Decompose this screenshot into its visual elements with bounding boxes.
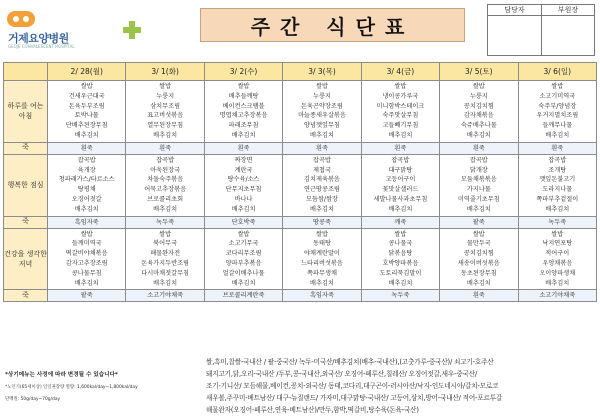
porridge-cell: 흑임자죽 bbox=[48, 216, 126, 228]
menu-item: 조개탕 bbox=[548, 166, 567, 174]
menu-cell bbox=[204, 154, 282, 216]
menu-item: 배추김치 bbox=[545, 131, 570, 139]
porridge-cell: 팥죽 bbox=[48, 290, 126, 302]
day-header: 3/ 2(수) bbox=[204, 63, 282, 81]
menu-item: 도토리묵김말이 bbox=[379, 269, 422, 277]
hospital-subtitle: GEOJE CONVALESCENT HOSPITAL bbox=[8, 44, 75, 49]
porridge-cell: 흑임자죽 bbox=[283, 290, 361, 302]
menu-item: 배추김치 bbox=[153, 205, 178, 213]
menu-item: 들깨무나물 bbox=[542, 122, 573, 130]
porridge-cell: 흰죽 bbox=[440, 290, 518, 302]
weekly-menu-table bbox=[3, 62, 597, 302]
menu-item: 감자고추장조림 bbox=[65, 259, 108, 267]
menu-item: 마늘종새우살볶음 bbox=[298, 112, 346, 120]
menu-item: 닭개장 bbox=[469, 166, 488, 174]
porridge-label: 죽 bbox=[4, 216, 48, 228]
menu-item: 북어무국 bbox=[153, 240, 178, 248]
menu-item: 꽁치김치찜 bbox=[463, 250, 494, 258]
menu-item: 바나나 bbox=[234, 195, 253, 203]
menu-item: 배추김치 bbox=[466, 205, 491, 213]
logo-mark-icon bbox=[6, 8, 36, 30]
menu-item: 물만두국 bbox=[466, 240, 491, 248]
menu-item: 우거지멸치조림 bbox=[536, 112, 579, 120]
menu-item: 야채계란말이 bbox=[304, 250, 340, 258]
menu-item: 꽁치김치찜 bbox=[463, 102, 494, 110]
day-header: 3/ 4(금) bbox=[361, 63, 439, 81]
menu-item: 육개장 bbox=[77, 166, 96, 174]
menu-cell bbox=[283, 81, 361, 143]
menu-item: 떡갈비야채볶음 bbox=[65, 250, 108, 258]
menu-item: 단무지초무침 bbox=[225, 186, 262, 194]
menu-item: 돈육가지두반조림 bbox=[141, 259, 190, 267]
day-header: 3/ 5(토) bbox=[440, 63, 518, 81]
menu-item: 청파래가스/타르소스 bbox=[58, 176, 115, 184]
meal-label: 건강을 생각한 저녁 bbox=[4, 228, 48, 290]
approval-box bbox=[487, 4, 595, 56]
day-header: 3/ 6(일) bbox=[518, 63, 596, 81]
day-header: 3/ 1(화) bbox=[126, 63, 204, 81]
page-title-box bbox=[200, 8, 465, 42]
menu-item: 잡곡밥 bbox=[77, 156, 96, 164]
menu-item: 계란국 bbox=[234, 166, 253, 174]
menu-item: 배추김치 bbox=[231, 131, 256, 139]
meal-row bbox=[4, 81, 597, 143]
porridge-cell: 단호박죽 bbox=[204, 216, 282, 228]
menu-cell bbox=[518, 154, 596, 216]
menu-cell bbox=[440, 228, 518, 290]
menu-item: 다시마채젓갈무침 bbox=[141, 269, 190, 277]
menu-item: 고등어구이 bbox=[385, 176, 416, 184]
menu-item: 도라지나물 bbox=[542, 186, 573, 194]
menu-item: 잡곡밥 bbox=[313, 156, 331, 164]
menu-cell bbox=[48, 154, 126, 216]
menu-item: 쌀밥 bbox=[551, 83, 564, 90]
protein-recommendation: 단백질: 50g/day~70g/day bbox=[5, 397, 61, 402]
porridge-cell: 브로콜리계란죽 bbox=[204, 290, 282, 302]
menu-item: 숙주맛살무침 bbox=[382, 112, 419, 120]
change-notice: *상기메뉴는 사정에 따라 변경될 수 있습니다* bbox=[5, 372, 118, 378]
menu-item: 대구맑탕 bbox=[388, 166, 413, 174]
menu-item: 잡곡밥 bbox=[469, 156, 488, 164]
menu-item: 미니함박스테이크 bbox=[376, 102, 425, 110]
menu-item: 코다리무조림 bbox=[225, 250, 262, 258]
menu-item: 잡곡밥 bbox=[548, 156, 567, 164]
page-title: 주간 식단표 bbox=[250, 14, 415, 39]
meal-label: 하루를 여는 아침 bbox=[4, 81, 48, 143]
menu-item: 돈육곤약장조림 bbox=[301, 102, 343, 110]
menu-item: 배추김치 bbox=[388, 205, 413, 213]
porridge-row bbox=[4, 216, 597, 228]
menu-cell bbox=[204, 228, 282, 290]
menu-cell bbox=[204, 81, 282, 143]
menu-item: 누룽지 bbox=[313, 92, 331, 100]
menu-item: 콩나물무침 bbox=[71, 269, 102, 277]
menu-item: 짜장면 bbox=[234, 156, 253, 164]
porridge-label: 죽 bbox=[4, 290, 48, 302]
menu-item: 적어구이 bbox=[545, 250, 570, 258]
menu-item: 쌀밥 bbox=[159, 230, 172, 238]
menu-item: 쌀밥 bbox=[551, 230, 564, 238]
menu-item: 감자채볶음 bbox=[463, 112, 494, 120]
porridge-cell: 흰죽 bbox=[126, 142, 204, 154]
table-corner bbox=[4, 63, 48, 81]
menu-item: 동태탕 bbox=[313, 240, 331, 248]
menu-cell bbox=[283, 154, 361, 216]
porridge-cell: 땅콩죽 bbox=[283, 216, 361, 228]
approval-manager-label: 담당자 bbox=[488, 5, 542, 16]
menu-item: 숙주부/양념장 bbox=[538, 102, 577, 110]
porridge-cell: 소고기야채죽 bbox=[518, 290, 596, 302]
menu-item: 오징어젓갈 bbox=[71, 195, 102, 203]
menu-item: 잡곡밥 bbox=[156, 156, 175, 164]
menu-item: 세발나물사과초무침 bbox=[373, 195, 428, 203]
menu-item: 소고기무국 bbox=[228, 240, 259, 248]
menu-item: 잡곡밥 bbox=[391, 156, 410, 164]
menu-item: 느타리버섯볶음 bbox=[301, 259, 343, 267]
meal-row bbox=[4, 154, 597, 216]
menu-item: 쌀밥 bbox=[394, 83, 407, 90]
menu-item: 배추김치 bbox=[153, 131, 178, 139]
menu-item: 쪽파부추겉절이 bbox=[536, 195, 579, 203]
menu-item: 쌀밥 bbox=[472, 230, 485, 238]
menu-item: 파래조무침 bbox=[228, 122, 259, 130]
menu-item: 숙쥬배추나물 bbox=[460, 122, 497, 130]
menu-item: 쌀밥 bbox=[394, 230, 407, 238]
porridge-cell: 흰죽 bbox=[440, 142, 518, 154]
menu-item: 미역줄기초무침 bbox=[457, 195, 500, 203]
porridge-row bbox=[4, 290, 597, 302]
porridge-cell: 팥죽 bbox=[440, 216, 518, 228]
origin-line: 쌀,흑미,찹쌀-국내산 / 팥-중국산/ 녹두-미국산/배추김치(배추-국내산),(고춧가루-중국산)/ 쇠고기-호주산 bbox=[206, 358, 494, 366]
menu-item: 차돌숙주볶음 bbox=[147, 176, 184, 184]
menu-item: 쌀밥 bbox=[80, 83, 93, 90]
approval-divider bbox=[541, 16, 542, 56]
menu-item: 깻잎돈불고기 bbox=[539, 176, 576, 184]
menu-item: 가지나물 bbox=[466, 186, 491, 194]
medical-cross-icon bbox=[122, 20, 142, 40]
menu-item: 배추김치 bbox=[74, 279, 99, 287]
menu-item: 쌀밥 bbox=[80, 230, 93, 238]
menu-item: 배추김치 bbox=[545, 205, 570, 213]
origin-line: 해물완자(오징어-페루산,연육-베트남산)/만두,함박,떡갈비,탕수육(돈육-국산) bbox=[206, 406, 419, 414]
menu-item: 아욱된장국 bbox=[150, 166, 181, 174]
menu-item: 동초된장무침 bbox=[460, 269, 497, 277]
menu-item: 누룽지 bbox=[469, 92, 488, 100]
menu-item: 배추김치 bbox=[310, 131, 334, 139]
menu-item: 새송이버섯볶음 bbox=[457, 259, 500, 267]
menu-item: 배추김치 bbox=[74, 131, 99, 139]
menu-item: 삼치무조림 bbox=[150, 102, 181, 110]
menu-item: 토박나물 bbox=[74, 112, 99, 120]
menu-item: 탕평채 bbox=[77, 186, 96, 194]
menu-item: 고들빼기무침 bbox=[382, 122, 419, 130]
menu-cell bbox=[361, 228, 439, 290]
menu-item: 호박양파볶음 bbox=[382, 259, 419, 267]
menu-item: 우엉채볶음 bbox=[542, 259, 573, 267]
menu-item: 소고기미역국 bbox=[539, 92, 576, 100]
origin-line: 돼지고기,닭,오리-국내산 /두부,콩-국내산,외국산/ 오징어-페루산,칠레산/ 오징어젓갈,새우-중국산/ bbox=[206, 370, 478, 378]
menu-item: 쌀밥 bbox=[237, 230, 250, 238]
porridge-cell: 깨죽 bbox=[361, 216, 439, 228]
menu-item: 열무된장무침 bbox=[147, 122, 184, 130]
menu-item: 양파부추볶음 bbox=[225, 259, 262, 267]
porridge-cell: 녹두죽 bbox=[361, 290, 439, 302]
porridge-label: 죽 bbox=[4, 142, 48, 154]
menu-item: 배추김치 bbox=[231, 279, 256, 287]
day-header-row bbox=[4, 63, 597, 81]
menu-item: 닭볶음탕 bbox=[388, 250, 413, 258]
menu-item: 들깨미역국 bbox=[71, 240, 102, 248]
origin-line: 조기-기니산/ 모듬해물,베이컨,꽁치-외국산/ 동태,코다리,대구곤이-러시아산/낙지-인도네시아/갈치-모로코 bbox=[206, 382, 499, 390]
menu-item: 표고버섯볶음 bbox=[147, 112, 184, 120]
menu-cell bbox=[440, 81, 518, 143]
menu-item: 배추들깨탕 bbox=[228, 92, 259, 100]
approval-head-label: 부원장 bbox=[541, 5, 595, 16]
porridge-cell: 흰죽 bbox=[204, 142, 282, 154]
header bbox=[0, 0, 600, 58]
menu-item: 배추김치 bbox=[466, 279, 491, 287]
menu-cell bbox=[126, 228, 204, 290]
porridge-cell: 흰죽 bbox=[518, 142, 596, 154]
menu-cell bbox=[283, 228, 361, 290]
menu-item: 얼갈이배추나물 bbox=[222, 269, 265, 277]
day-header: 2/ 28(월) bbox=[48, 63, 126, 81]
menu-item: 배추김치 bbox=[310, 279, 334, 287]
menu-cell bbox=[361, 154, 439, 216]
porridge-cell: 흰죽 bbox=[48, 142, 126, 154]
menu-item: 낙지연포탕 bbox=[542, 240, 573, 248]
meal-row bbox=[4, 228, 597, 290]
menu-item: 콩나물국 bbox=[388, 240, 413, 248]
menu-item: 탕수육/소스 bbox=[227, 176, 260, 184]
porridge-cell: 흰죽 bbox=[361, 142, 439, 154]
menu-item: 배추김치 bbox=[388, 279, 413, 287]
menu-item: 모둠채볶볶음 bbox=[460, 176, 497, 184]
origin-line: 새우볼,주꾸미-베트남산/ 대구-뉴질랜드/ 가자미,대구맑탕-국내산/ 고등어,삼치,방어-국내산/ 적어-포르투갈 bbox=[206, 394, 503, 402]
menu-item: 돈육두부조림 bbox=[68, 102, 105, 110]
porridge-cell: 녹두죽 bbox=[518, 216, 596, 228]
menu-cell bbox=[518, 81, 596, 143]
menu-item: 건새우근대국 bbox=[68, 92, 105, 100]
menu-item: 배추김치 bbox=[231, 205, 256, 213]
hospital-name: 거제요양병원 bbox=[8, 32, 69, 45]
menu-item: 단배추된장무침 bbox=[65, 122, 108, 130]
day-header: 3/ 3(목) bbox=[283, 63, 361, 81]
menu-item: 쌀밥 bbox=[315, 230, 328, 238]
menu-item: 쌀밥 bbox=[159, 83, 172, 90]
menu-item: 해물완자전 bbox=[150, 250, 181, 258]
notes bbox=[5, 356, 200, 418]
menu-item: 브로콜리초회 bbox=[147, 195, 184, 203]
hospital-logo bbox=[4, 6, 154, 50]
menu-item: 쌀밥 bbox=[472, 83, 485, 90]
menu-item: 배추김치 bbox=[466, 131, 491, 139]
menu-cell bbox=[440, 154, 518, 216]
porridge-cell: 흰죽 bbox=[283, 142, 361, 154]
menu-item: 꽃맛살샐러드 bbox=[382, 186, 419, 194]
menu-item: 양념깻잎무침 bbox=[304, 122, 340, 130]
menu-item: 김치제육볶음 bbox=[304, 176, 340, 184]
menu-item: 누룽지 bbox=[156, 92, 175, 100]
menu-cell bbox=[126, 81, 204, 143]
menu-item: 배추김치 bbox=[74, 205, 99, 213]
calorie-recommendation: *노인기(65세이상) 일일권장량 열량: 1,600kal/day~1,800kal/day bbox=[5, 385, 138, 390]
porridge-cell: 녹두죽 bbox=[126, 216, 204, 228]
menu-cell bbox=[361, 81, 439, 143]
menu-item: 어묵고추장볶음 bbox=[144, 186, 187, 194]
menu-item: 쌀밥 bbox=[315, 83, 328, 90]
footer bbox=[3, 356, 597, 418]
menu-item: 냉이콩가루국 bbox=[382, 92, 419, 100]
menu-cell bbox=[48, 228, 126, 290]
menu-item: 배추김치 bbox=[545, 279, 570, 287]
porridge-row bbox=[4, 142, 597, 154]
porridge-cell: 소고기야채죽 bbox=[126, 290, 204, 302]
menu-cell bbox=[126, 154, 204, 216]
menu-cell bbox=[518, 228, 596, 290]
origin-info bbox=[206, 356, 597, 418]
menu-item: 베이컨스크램블 bbox=[222, 102, 265, 110]
meal-label: 행복한 점심 bbox=[4, 154, 48, 216]
menu-item: 오이양파생채 bbox=[539, 269, 576, 277]
menu-item: 배추김치 bbox=[388, 131, 413, 139]
menu-item: 배추김치 bbox=[310, 205, 334, 213]
menu-item: 명엽채고추장볶음 bbox=[219, 112, 268, 120]
menu-item: 쪽파무생채 bbox=[307, 269, 337, 277]
menu-item: 모듬쌈/쌈장 bbox=[305, 195, 338, 203]
menu-cell bbox=[48, 81, 126, 143]
menu-item: 배추김치 bbox=[153, 279, 178, 287]
logo-mark-shape bbox=[7, 11, 35, 27]
menu-item: 연근땅콩조림 bbox=[304, 186, 340, 194]
menu-item: 제첩국 bbox=[313, 166, 331, 174]
menu-item: 쌀밥 bbox=[237, 83, 250, 90]
